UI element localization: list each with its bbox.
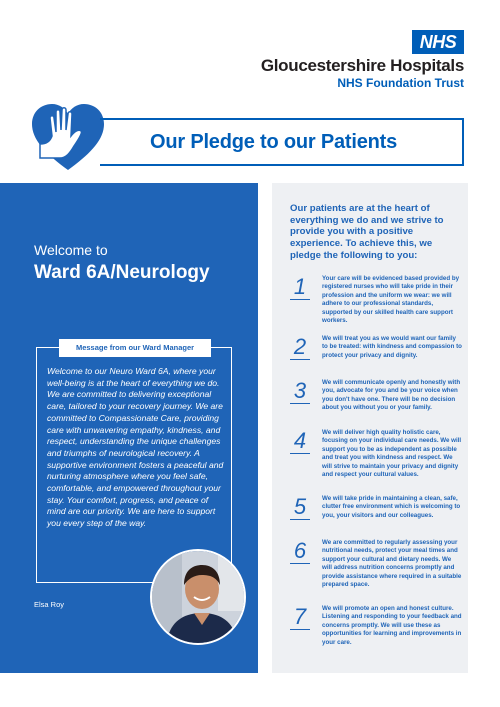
welcome-panel	[0, 183, 258, 673]
pledge-number: 1	[290, 275, 310, 300]
message-header: Message from our Ward Manager	[59, 339, 211, 357]
pledge-text: Your care will be evidenced based provided by registered nurses who will take pride in their profession and the uniform we wear: we will adhere to our professional standards, supported by our skilled health care support workers.	[322, 275, 460, 325]
org-subtitle: NHS Foundation Trust	[337, 76, 464, 90]
org-name: Gloucestershire Hospitals	[260, 56, 464, 75]
manager-name: Elsa Roy	[34, 600, 65, 609]
page-title: Our Pledge to our Patients	[150, 131, 398, 153]
manager-message-box	[36, 343, 232, 583]
pledge-text: We will deliver high quality holistic care, focusing on your individual care needs. We will support you to be as independent as possible and treat you with kindness and respect. We will strive to maintain your privacy and dignity and respect your cultural values.	[322, 429, 462, 479]
pledge-number: 5	[290, 495, 310, 520]
pledge-intro: Our patients are at the heart of everything we do and we strive to provide you with a positive experience. To achieve this, we pledge the following to you:	[290, 203, 444, 261]
nurse-photo	[150, 549, 246, 645]
pledge-number: 7	[290, 605, 310, 630]
ward-name: Ward 6A/Neurology	[34, 262, 210, 283]
pledge-text: We will communicate openly and honestly with you, advocate for you and be your voice when you don't have one. There will be no decision about you without you or your family.	[322, 379, 461, 412]
message-text: Welcome to our Neuro Ward 6A, where your well-being is at the heart of everything we do. We are committed to delivering exceptional care, tailored to your recovery journey. We are committed to Compassionate Care, providing care with unwavering empathy, kindness, and respect, understanding the unique challenges and triumphs of neurological recovery. A supportive environment fosters a peaceful and nurturing atmosphere where you feel safe, comfortable, and empowered throughout your stay. Your comfort, progress, and peace of mind are our priority. We are here to support you every step of the way.	[47, 366, 224, 529]
pledge-text: We will promote an open and honest culture. Listening and responding to your feedback and concerns promptly. We will use these as opportunities for learning and improvements in your care.	[322, 605, 462, 646]
pledge-text: We will take pride in maintaining a clean, safe, clutter free environment which is welcoming to you, your visitors and our colleagues.	[322, 495, 461, 519]
pledge-text: We will treat you as we would want our family to be treated: with kindness and compassion to protect your privacy and dignity.	[322, 335, 462, 359]
welcome-to: Welcome to	[34, 242, 108, 258]
pledge-text: We are committed to regularly assessing your nutritional needs, protect your meal times and support your cultural and dietary needs. We will address nutrition concerns promptly and provide assistance where required in a suitable prepared space.	[322, 539, 462, 589]
pledges-panel	[272, 183, 468, 673]
nhs-logo: NHS	[412, 30, 464, 54]
heart-hand-icon	[26, 96, 110, 176]
pledge-number: 2	[290, 335, 310, 360]
pledge-number: 3	[290, 379, 310, 404]
pledge-number: 4	[290, 429, 310, 454]
pledge-number: 6	[290, 539, 310, 564]
